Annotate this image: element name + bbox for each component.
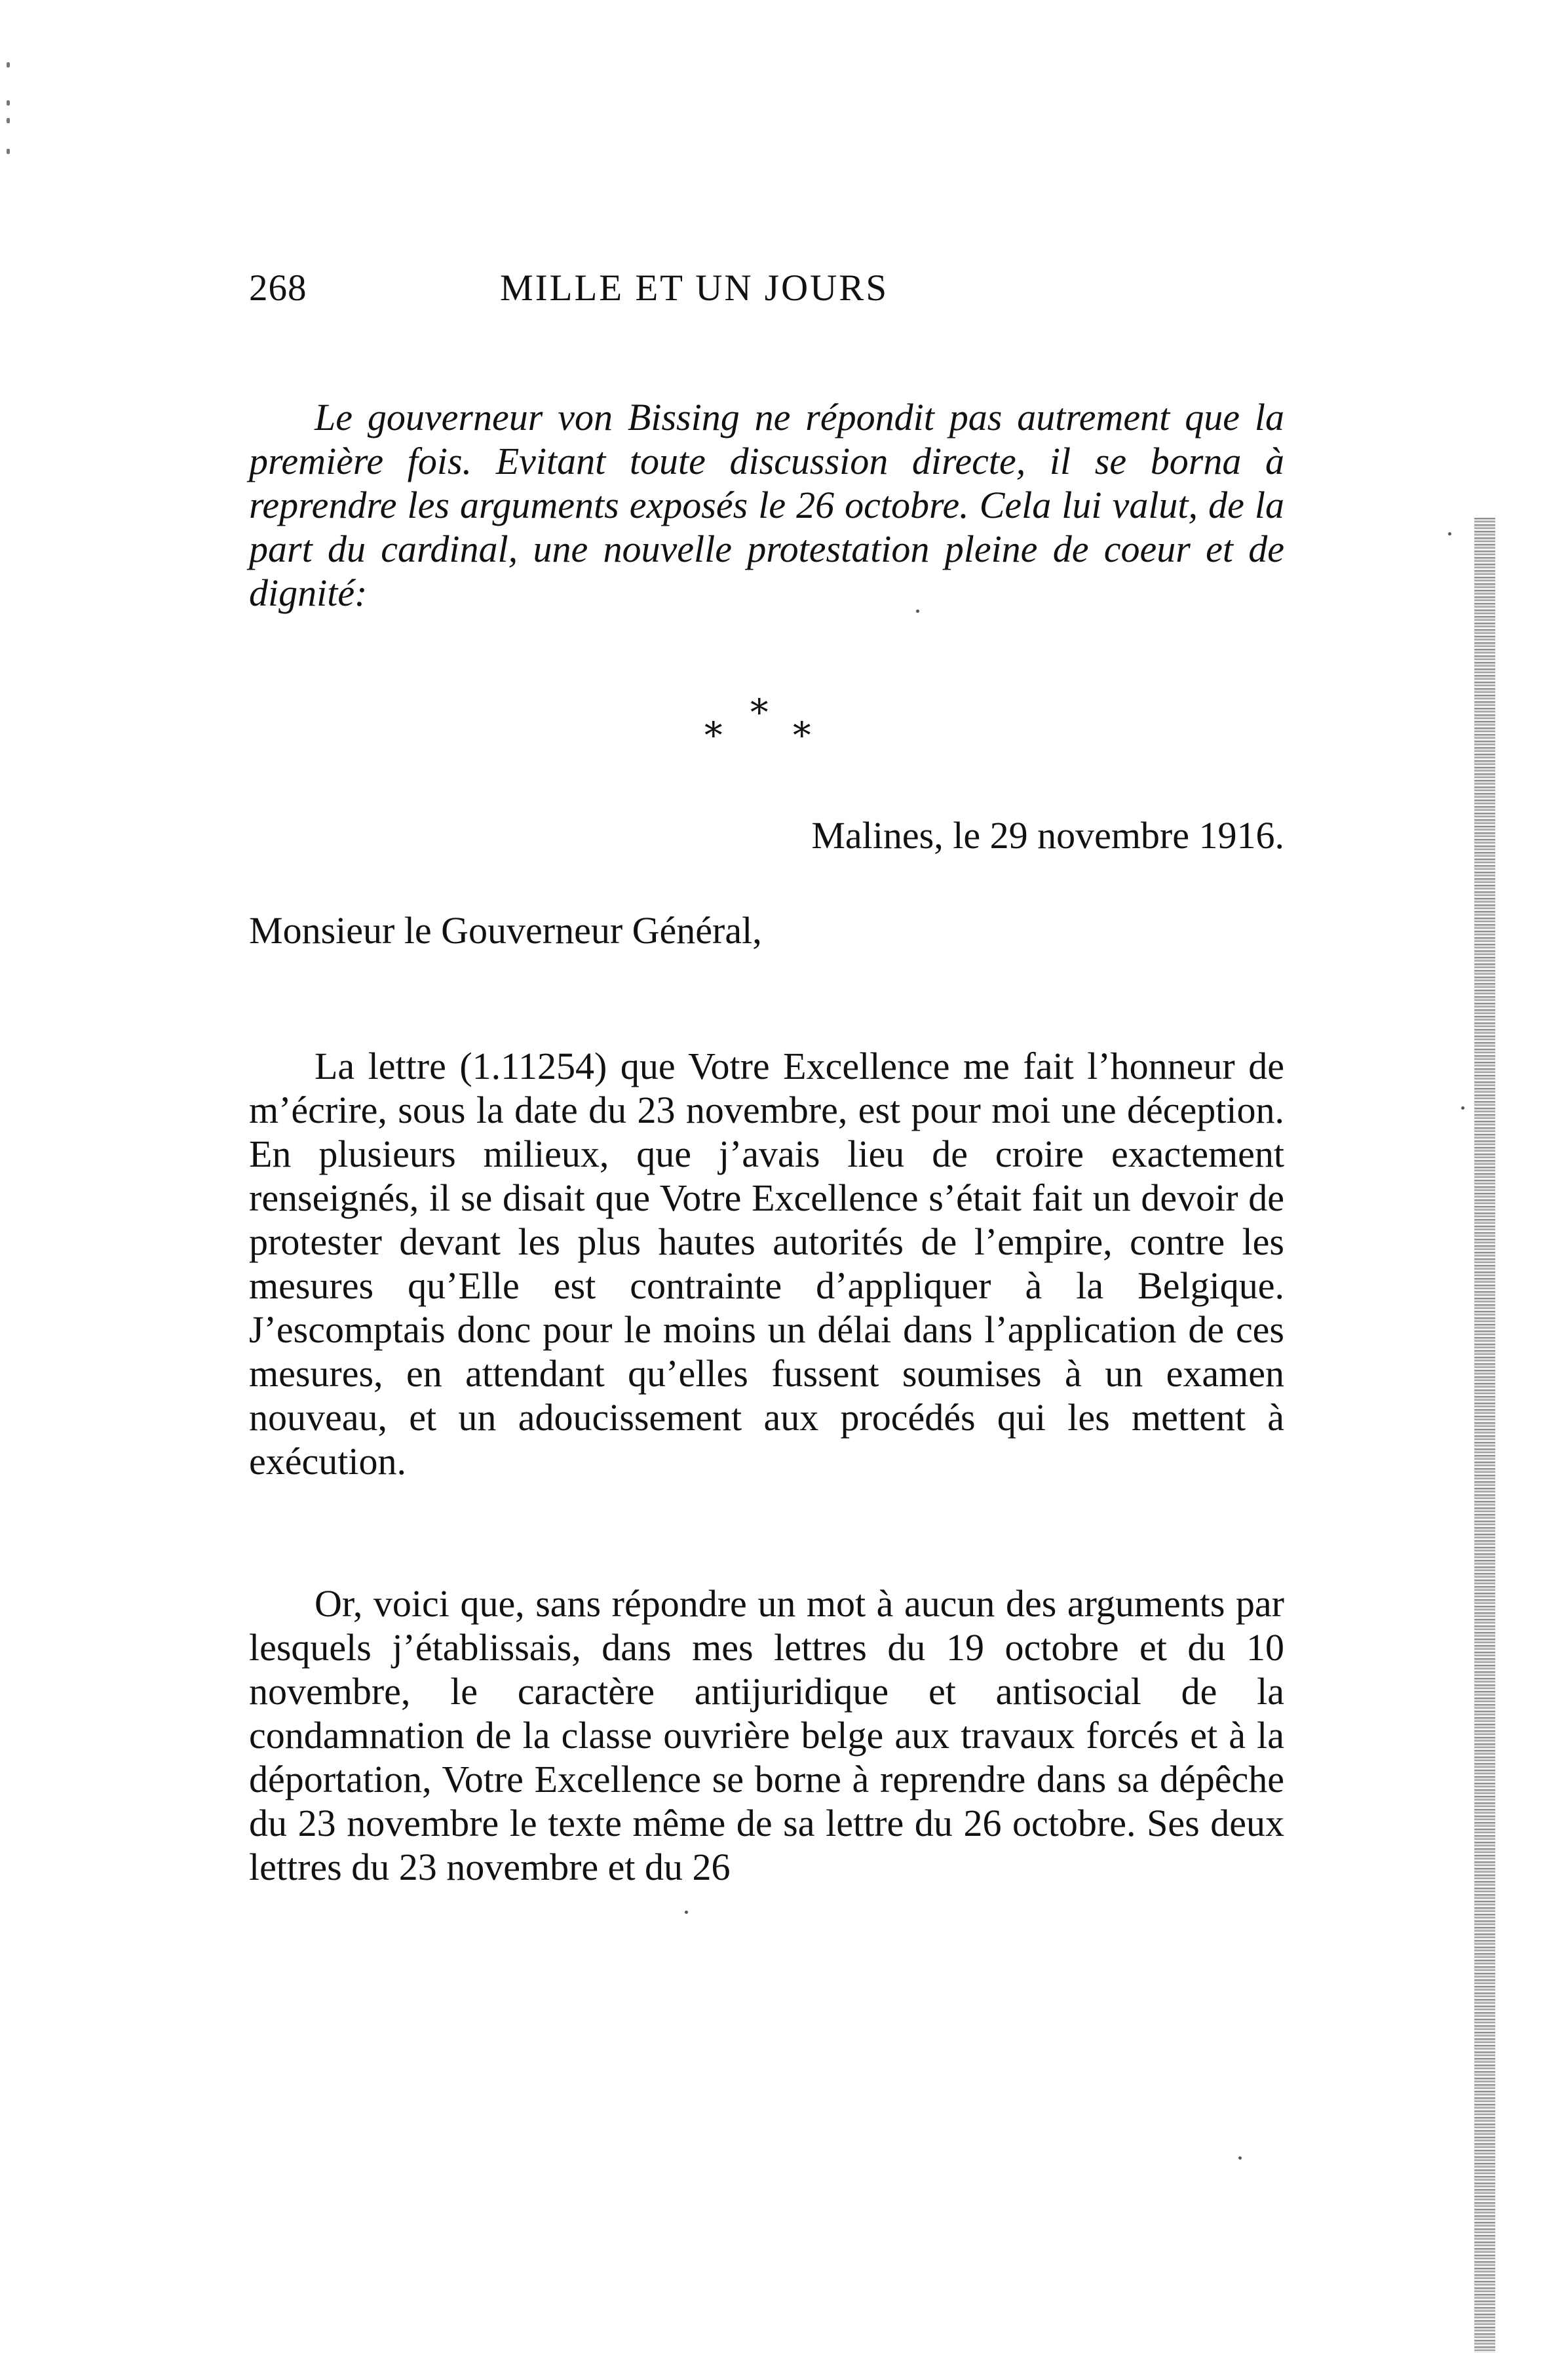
scanned-page-edge (1474, 518, 1495, 2353)
running-header (249, 262, 1297, 315)
running-title: MILLE ET UN JOURS (500, 267, 889, 309)
asterism-left-star: * (704, 714, 723, 756)
asterism-separator (704, 691, 816, 756)
letter-salutation: Monsieur le Gouverneur Général, (249, 909, 762, 952)
asterism-top-star: * (750, 691, 769, 733)
page-number: 268 (249, 267, 307, 309)
scan-specks (5, 62, 12, 161)
intro-paragraph: Le gouverneur von Bissing ne répondit pas autrement que la première fois. Evitant toute discussion directe, il se borna à reprendre les arguments exposés le 26 octobre. Cela lui valut, de la part du cardinal, une nouvelle protestation pleine de coeur et de dignité: (249, 396, 1284, 614)
letter-paragraph-2: Or, voici que, sans répondre un mot à aucun des arguments par lesquels j’établissais, dans mes lettres du 19 octobre et du 10 novembre, le caractère antijuridique et antisocial de la condamnation de la classe ouvrière belge aux travaux forcés et à la déportation, Votre Excellence se borne à reprendre dans sa dépêche du 23 novembre le texte même de sa lettre du 26 octobre. Ses deux lettres du 23 novembre et du 26 (249, 1582, 1284, 1888)
letter-paragraph-1: La lettre (1.11254) que Votre Excellence me fait l’honneur de m’écrire, sous la date du 23 novembre, est pour moi une déception. En plusieurs milieux, que j’avais lieu de croire exactement renseignés, il se disait que Votre Excellence s’était fait un devoir de protester devant les plus hautes autorités de l’empire, contre les mesures qu’Elle est contrainte d’appliquer à la Belgique. J’escomptais donc pour le moins un délai dans l’application de ces mesures, en attendant qu’elles fussent soumises à un examen nouveau, et un adoucissement aux procédés qui les mettent à exécution. (249, 1045, 1284, 1483)
asterism-right-star: * (793, 714, 811, 756)
letter-dateline: Malines, le 29 novembre 1916. (811, 814, 1284, 857)
